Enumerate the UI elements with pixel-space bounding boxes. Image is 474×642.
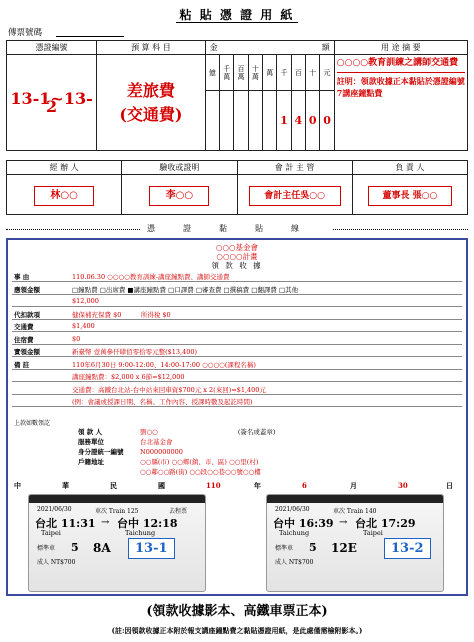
summary-text: ○○○○教育訓練之講師交通費 [337,57,465,73]
amount-digit: 1 [277,91,291,151]
receipt-row-label: 應領金額 [14,285,40,294]
date-line-item: 國 [158,481,165,490]
ticket-price: 成人 NT$700 [37,559,76,566]
train-ticket [28,494,206,592]
receipt-org2: ○○○○計畫 [216,252,258,261]
digit-header: 十 [305,55,319,91]
receipt-row [12,295,462,307]
receipt-row [12,358,462,370]
receipt-row-label: 事 由 [14,273,30,281]
payee-row-label: 服務單位 [78,438,104,446]
date-line-item: 30 [398,481,408,490]
ticket-car: 5 [71,541,79,554]
accounting-stamp: 會計主任吳○○ [249,186,341,206]
header-summary: 用 途 摘 要 [334,41,467,55]
ticket-from: 台中 16:39 [273,517,334,530]
amount-digit [205,91,219,151]
ticket-seat: 8A [93,541,111,555]
handler-stamp: 林○○ [34,186,94,206]
payee-row-value: 台北基金會 [140,438,173,446]
signoff-header: 負 責 人 [352,161,467,175]
amount-digit [263,91,277,151]
payee-row-value: 劉○○ [140,428,158,436]
date-line-item: 日 [446,481,453,490]
payee-row [78,427,275,436]
receipt-row-value: 110.06.30 ○○○○教育訓練-講座鐘點費、講師交通費 [72,273,230,281]
director-stamp: 董事長 張○○ [368,186,452,206]
ticket-code-label: 13-2 [384,538,431,559]
digit-header: 萬 [263,55,277,91]
voucher-table [6,40,468,151]
ticket-type: 去程票 [169,508,188,515]
page-title: 粘 貼 憑 證 用 紙 [176,8,299,23]
amount-digit [248,91,262,151]
caption: (領款收據影本、高鐵車票正本) [146,604,328,619]
receipt-row-value: 講座鐘點費：$2,000 x 6節=$12,000 [72,373,185,381]
payee-row [78,457,258,466]
ticket-code-label: 13-1 [128,538,175,559]
payee-row-extra: (簽名或蓋章) [237,428,276,436]
ticket-car-label: 標準車 [37,545,56,552]
receipt-row [12,308,462,320]
date-line-item: 年 [254,481,261,490]
signoff-header: 驗收或證明 [122,161,237,175]
receipt-row-value: (例：會議或授課日期、名稱、工作內容、授課時數及起訖時間) [72,398,253,406]
summary-note: 註明：領款收據正本黏貼於憑證編號7講座鐘點費 [336,76,465,98]
amount-digit: 0 [320,91,334,151]
ticket-to: 台北 17:29 [355,517,416,530]
date-line-item: 中 [14,481,21,490]
receipt-row-value: □鐘點費 □出席費 ■講座鐘點費 □口譯費 □審查費 □撰稿費 □翻譯費 □其他 [72,285,299,294]
voucher-number: 13-1~13-2 [7,55,97,151]
digit-header: 十萬 [248,55,262,91]
ticket-price: 成人 NT$700 [275,559,314,566]
date-line-item: 民 [110,481,117,490]
date-line-item: 110 [206,481,221,490]
receipt-row-value: 新臺幣 壹萬參仟肆佰零拾零元整($13,400) [72,348,198,356]
ticket-train: 車次 Train 140 [333,508,377,515]
receipt-row-label: 住宿費 [14,335,34,344]
receipt-copy [6,238,468,596]
ticket-seat: 12E [331,541,357,555]
ticket-top-bar [29,495,205,503]
amount-digit: 4 [291,91,305,151]
payee-row-value: ○○鄰○○路(街) ○○段○○巷○○號○○樓 [140,468,261,476]
digit-header: 千萬 [220,55,234,91]
payee-row [78,437,173,446]
receipt-row [12,283,462,295]
payee-row-label: 戶籍地址 [78,458,104,466]
receipt-row-value: 110年6月30日 9:00-12:00、14:00-17:00 ○○○○(課程名稱) [72,360,256,369]
digit-header: 億 [205,55,219,91]
voucher-no-label: 傳票號碼 [8,28,43,38]
ticket-top-bar [267,495,443,503]
receipt-org: ○○○基金會 [215,243,259,252]
budget-item: 差旅費 (交通費) [97,55,206,151]
voucher-no-line [56,36,124,37]
payee-row-value: ○○縣(市) ○○鄉(鎮、市、區) ○○里(村) [140,458,259,466]
receipt-row [12,320,462,332]
ticket-to: 台中 12:18 [117,517,178,530]
header-voucher-no: 憑證編號 [7,41,97,55]
payee-row-label: 身分證統一編號 [78,448,124,456]
receipt-row [12,395,462,407]
receipt-row-value: $12,000 [72,297,99,305]
footnote: (註:因領款收據正本附於報支講座鐘點費之黏貼憑證用紙，是此處僅需檢附影本。) [111,626,363,635]
date-line-item: 華 [62,481,69,490]
receipt-row-value: 交通費：高鐵台北站-台中站來回車資$700元 x 2(來回)=$1,400元 [72,385,266,394]
ticket-car: 5 [309,541,317,554]
ticket-to-en: Taipei [363,529,383,537]
header-amount: 金 額 [205,41,334,55]
receipt-row-label: 交通費 [14,323,34,331]
receipt-row-value: $1,400 [72,322,95,330]
payee-row-value: N000000000 [140,448,183,456]
payee-row-label: 領 款 人 [78,428,103,436]
digit-header: 元 [320,55,334,91]
receipt-row-label: 備 註 [14,360,30,369]
receipt-row [12,345,462,357]
receipt-row-label: 代扣款項 [14,310,40,319]
receipt-row-value: $0 [72,334,81,343]
ticket-train: 車次 Train 125 [95,508,139,515]
payee-row [78,467,261,476]
ticket-date: 2021/06/30 [37,506,72,513]
ticket-car-label: 標準車 [275,545,294,552]
receipt-row [12,270,462,282]
arrow-icon: → [339,517,348,528]
date-line-item: 6 [302,481,307,490]
amount-digit [234,91,248,151]
receipt-row [12,383,462,395]
arrow-icon: → [101,517,110,528]
ticket-from-en: Taichung [279,529,310,537]
inspector-stamp: 李○○ [149,186,209,206]
amount-digit: 0 [305,91,319,151]
receipt-row [12,333,462,345]
payee-row [78,447,183,456]
paste-line-label: 憑證黏貼線 [0,223,474,234]
signoff-table [6,160,468,215]
ticket-to-en: Taichung [125,529,156,537]
receipt-row-label: 實領金額 [14,348,40,356]
receipt-row [12,370,462,382]
summary-cell [334,55,467,151]
header-budget-item: 預 算 科 目 [97,41,206,55]
digit-header: 百 [291,55,305,91]
signoff-header: 經 辦 人 [7,161,122,175]
date-line [14,481,460,491]
signoff-header: 會 計 主 管 [237,161,352,175]
date-line-item: 月 [350,481,357,490]
ticket-from: 台北 11:31 [35,517,96,530]
ticket-date: 2021/06/30 [275,506,310,513]
amount-digit [220,91,234,151]
receipt-title: 領 款 收 據 [211,261,263,270]
payee-heading: 上款如數領訖 [14,420,51,427]
receipt-row-value: 健保補充保費 $0 所得稅 $0 [72,310,171,319]
digit-header: 千 [277,55,291,91]
ticket-from-en: Taipei [41,529,61,537]
digit-header: 百萬 [234,55,248,91]
